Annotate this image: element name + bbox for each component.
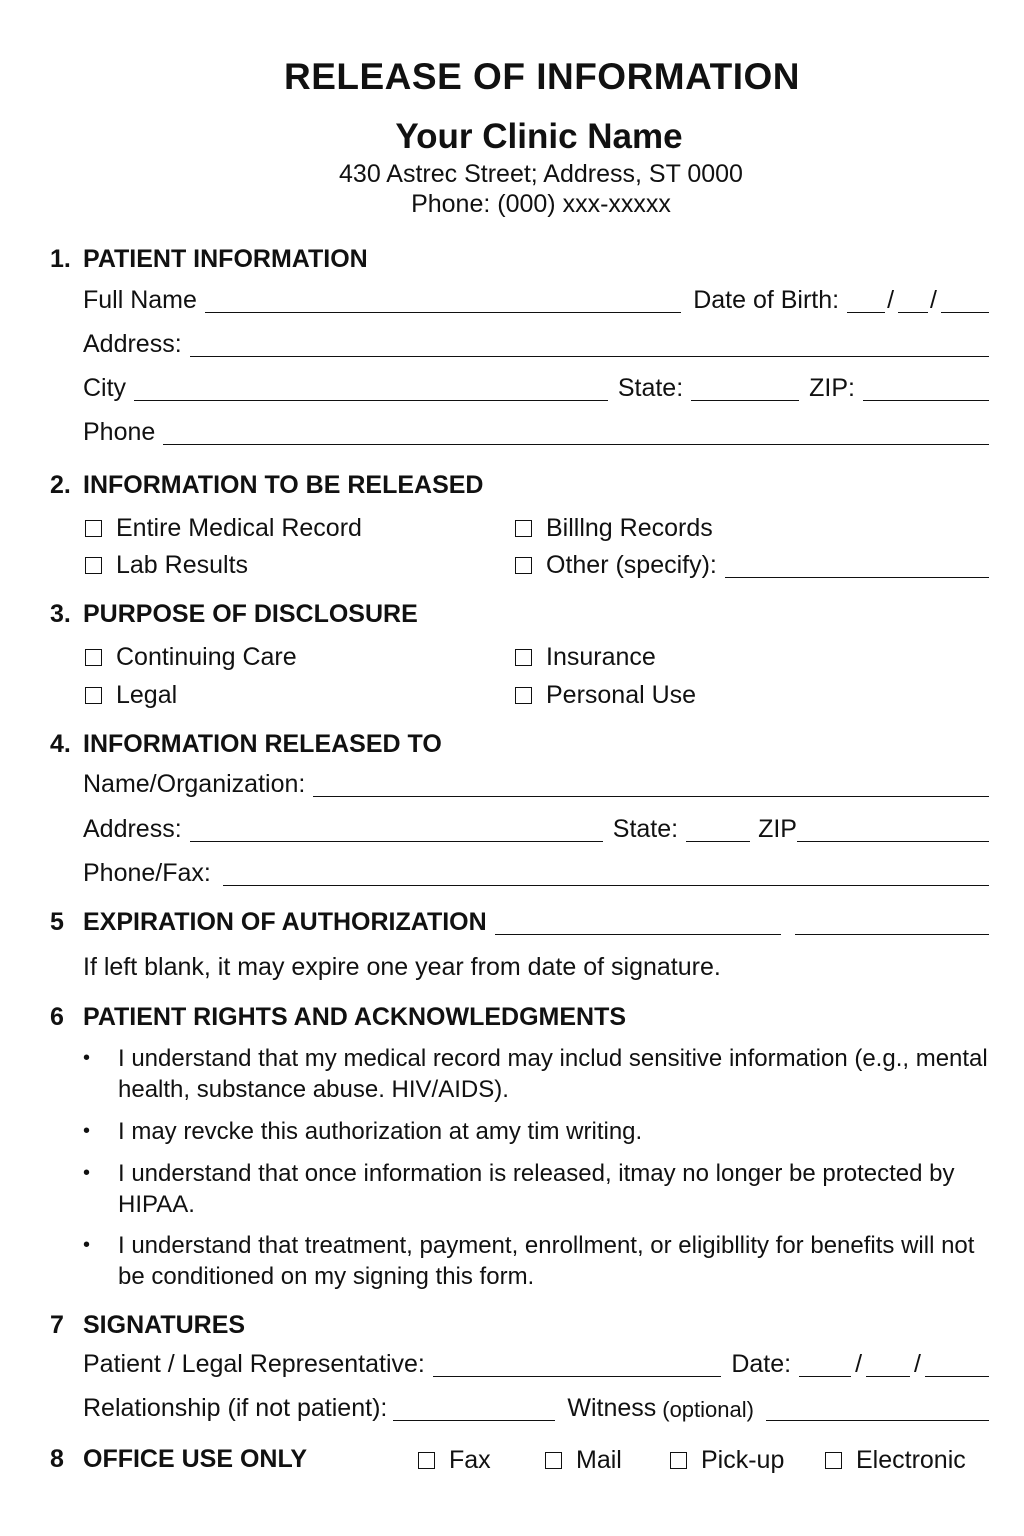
section-information-released-to [50,730,442,759]
section-title: PATIENT RIGHTS AND ACKNOWLEDGMENTS [83,1003,627,1031]
checkbox-entire-medical-record[interactable] [85,514,362,543]
clinic-phone: Phone: (000) xxx-xxxxx [411,190,671,218]
row-phone-fax [83,858,989,890]
rights-text: I understand that my medical record may includ sensitive information (e.g., mental health, substance abuse. HIV/AIDS). [118,1045,988,1103]
section-title: PURPOSE OF DISCLOSURE [83,600,418,628]
section-purpose-of-disclosure [50,600,418,629]
checkbox-icon[interactable] [85,520,102,537]
signature-date-label: Date: [731,1350,792,1378]
row-city-state-zip [83,373,989,405]
witness-label: Witness [567,1394,657,1422]
dob-year-field[interactable] [941,290,989,313]
section-information-to-be-released [50,471,483,500]
phone-fax-label: Phone/Fax: [83,859,211,887]
checkbox-label: Insurance [546,643,656,671]
dob-day-field[interactable] [898,290,928,313]
zip-label: ZIP: [809,374,855,402]
expiration-note: If left blank, it may expire one year from date of signature. [83,953,721,981]
section-title: INFORMATION TO BE RELEASED [83,471,484,499]
full-name-field[interactable] [205,290,681,313]
section-number: 6 [50,1003,64,1031]
checkbox-fax[interactable] [418,1446,491,1475]
section-title: EXPIRATION OF AUTHORIZATION [83,908,487,936]
witness-optional-label: (optional) [662,1397,754,1422]
row-relationship-witness [83,1393,989,1425]
rights-text: I understand that treatment, payment, enrollment, or eligibllity for benefits will not be conditioned on my signing this form. [118,1232,975,1290]
checkbox-other[interactable] [515,551,989,580]
checkbox-icon[interactable] [825,1452,842,1469]
bullet-icon: • [83,1047,91,1069]
city-field[interactable] [134,378,608,401]
address-label: Address: [83,330,182,358]
checkbox-continuing-care[interactable] [85,643,297,672]
section-title: INFORMATION RELEASED TO [83,730,442,758]
checkbox-label: Billlng Records [546,514,713,542]
row-recipient-address [83,814,989,846]
signature-day-field[interactable] [866,1354,910,1377]
checkbox-personal-use[interactable] [515,681,696,710]
checkbox-label: Other (specify): [546,551,717,579]
section-title: OFFICE USE ONLY [83,1445,308,1473]
checkbox-mail[interactable] [545,1446,622,1475]
dob-label: Date of Birth: [693,286,840,314]
section-number: 8 [50,1445,64,1473]
checkbox-label: Personal Use [546,681,697,709]
checkbox-label: Entire Medical Record [116,514,362,542]
checkbox-label: Electronic [856,1446,966,1474]
checkbox-pick-up[interactable] [670,1446,784,1475]
section-title: SIGNATURES [83,1311,246,1339]
bullet-icon: • [83,1120,91,1142]
full-name-label: Full Name [83,286,197,314]
name-organization-label: Name/Organization: [83,770,306,798]
recipient-address-label: Address: [83,815,182,843]
address-field[interactable] [190,334,989,357]
recipient-address-field[interactable] [190,819,603,842]
patient-rep-label: Patient / Legal Representative: [83,1350,425,1378]
signature-month-field[interactable] [799,1354,851,1377]
phone-label: Phone [83,418,156,446]
other-specify-field[interactable] [725,567,989,578]
witness-field[interactable] [766,1398,989,1421]
section-patient-rights [50,1003,626,1032]
checkbox-icon[interactable] [85,557,102,574]
checkbox-billing-records[interactable] [515,514,713,543]
rights-text: I understand that once information is released, itmay no longer be protected by HIPAA. [118,1160,955,1218]
recipient-state-field[interactable] [686,819,750,842]
relationship-field[interactable] [393,1398,555,1421]
state-field[interactable] [691,378,799,401]
date-separator: / [914,1350,921,1378]
dob-separator: / [930,286,937,314]
section-number: 7 [50,1311,64,1339]
checkbox-icon[interactable] [670,1452,687,1469]
checkbox-icon[interactable] [515,557,532,574]
section-number: 2. [50,471,71,499]
section-signatures [50,1311,245,1340]
checkbox-label: Legal [116,681,178,709]
expiration-date-field[interactable] [495,912,781,935]
bullet-icon: • [83,1234,91,1256]
checkbox-label: Pick-up [701,1446,785,1474]
dob-month-field[interactable] [847,290,885,313]
checkbox-legal[interactable] [85,681,177,710]
checkbox-lab-results[interactable] [85,551,248,580]
checkbox-label: Continuing Care [116,643,297,671]
dob-separator: / [887,286,895,314]
row-name-organization [83,769,989,801]
city-label: City [83,374,127,402]
checkbox-icon[interactable] [515,687,532,704]
checkbox-electronic[interactable] [825,1446,966,1475]
checkbox-icon[interactable] [515,649,532,666]
zip-field[interactable] [863,378,989,401]
relationship-label: Relationship (if not patient): [83,1394,388,1422]
recipient-zip-field[interactable] [797,819,989,842]
checkbox-insurance[interactable] [515,643,656,672]
checkbox-icon[interactable] [515,520,532,537]
checkbox-icon[interactable] [85,687,102,704]
expiration-event-field[interactable] [795,912,989,935]
section-number: 1. [50,245,71,273]
section-title: PATIENT INFORMATION [83,245,368,273]
phone-field[interactable] [163,422,989,445]
clinic-name: Your Clinic Name [395,117,683,156]
state-label: State: [617,374,684,402]
section-number: 5 [50,908,64,936]
row-full-name [83,285,989,317]
checkbox-label: Mail [576,1446,622,1474]
recipient-state-label: State: [612,815,679,843]
checkbox-icon[interactable] [545,1452,562,1469]
form-title: RELEASE OF INFORMATION [284,56,800,97]
recipient-zip-label: ZIP [758,815,797,843]
signature-year-field[interactable] [925,1354,989,1377]
section-expiration-of-authorization [50,907,989,939]
checkbox-icon[interactable] [418,1452,435,1469]
clinic-address: 430 Astrec Street; Address, ST 0000 [339,160,743,188]
checkbox-label: Lab Results [116,551,249,579]
checkbox-icon[interactable] [85,649,102,666]
bullet-icon: • [83,1162,91,1184]
section-number: 4. [50,730,71,758]
section-office-use-only [50,1445,307,1474]
row-patient-signature [83,1349,989,1381]
row-address [83,329,989,361]
row-phone [83,417,989,449]
name-organization-field[interactable] [313,774,989,797]
section-number: 3. [50,600,71,628]
patient-signature-field[interactable] [433,1354,721,1377]
section-patient-information [50,245,368,274]
rights-text: I may revcke this authorization at amy tim writing. [118,1118,643,1145]
checkbox-label: Fax [449,1446,491,1474]
phone-fax-field[interactable] [223,863,989,886]
date-separator: / [855,1350,863,1378]
